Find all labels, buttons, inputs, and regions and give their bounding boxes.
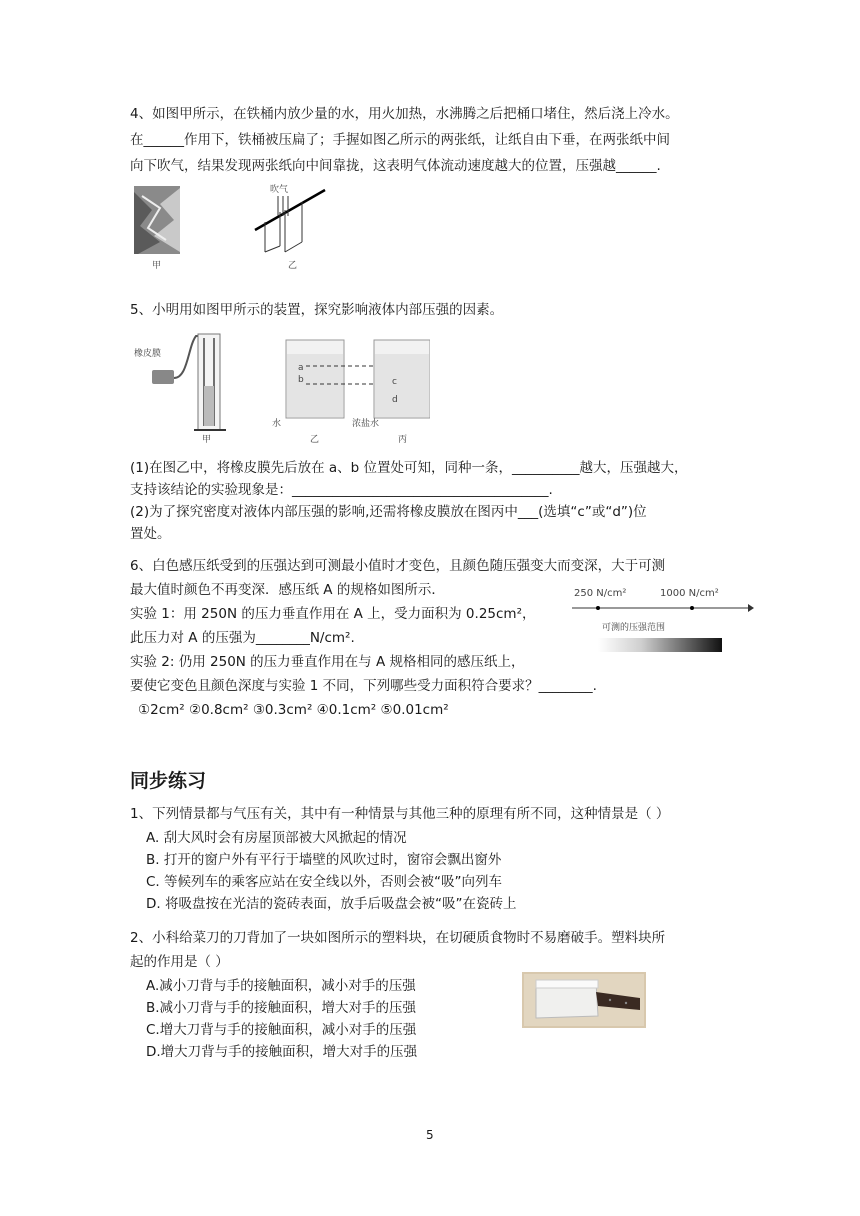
s2-option-d: D.增大刀背与手的接触面积，增大对手的压强 bbox=[146, 1044, 418, 1060]
pressure-gradient-bar bbox=[598, 638, 722, 652]
q5-line-2: (1)在图乙中，将橡皮膜先后放在 a、b 位置处可知，同种一条，__________越大，压强越大， bbox=[130, 460, 688, 476]
q6-line-6: 要使它变色且颜色深度与实验 1 不同，下列哪些受力面积符合要求？________. bbox=[130, 678, 597, 694]
s2-option-c: C.增大刀背与手的接触面积，减小对手的压强 bbox=[146, 1022, 417, 1038]
q4-figure bbox=[130, 182, 340, 274]
q4-line-1: 4、如图甲所示，在铁桶内放少量的水，用火加热，水沸腾之后把桶口堵住，然后浇上冷水。 bbox=[130, 106, 679, 122]
q5-fig-c: c bbox=[392, 377, 397, 387]
q6-options: ①2cm² ②0.8cm² ③0.3cm² ④0.1cm² ⑤0.01cm² bbox=[138, 702, 449, 718]
q6-fig-range: 可测的压强范围 bbox=[602, 623, 666, 633]
q6-line-4: 此压力对 A 的压强为________N/cm². bbox=[130, 630, 355, 646]
u-tube-manometer bbox=[134, 334, 226, 444]
q5-line-1: 5、小明用如图甲所示的装置，探究影响液体内部压强的因素。 bbox=[130, 302, 504, 318]
section-title: 同步练习 bbox=[130, 770, 207, 792]
s2-option-a: A.减小刀背与手的接触面积，减小对手的压强 bbox=[146, 978, 416, 994]
q5-line-3: 支持该结论的实验现象是：______________________________________. bbox=[130, 482, 553, 498]
q5-figure bbox=[130, 326, 430, 444]
q6-line-2: 最大值时颜色不再变深．感压纸 A 的规格如图所示． bbox=[130, 582, 445, 598]
s1-option-d: D. 将吸盘按在光洁的瓷砖表面，放手后吸盘会被“吸”在瓷砖上 bbox=[146, 896, 517, 912]
s1-option-a: A. 刮大风时会有房屋顶部被大风掀起的情况 bbox=[146, 830, 407, 846]
two-papers-diagram bbox=[255, 183, 325, 252]
q6-line-1: 6、白色感压纸受到的压强达到可测最小值时才变色，且颜色随压强变大而变深，大于可测 bbox=[130, 558, 666, 574]
q6-fig-high: 1000 N/cm² bbox=[660, 588, 719, 599]
s1-stem: 1、下列情景都与气压有关，其中有一种情景与其他三种的原理有所不同，这种情景是（ ） bbox=[130, 806, 670, 822]
s2-stem-2: 起的作用是（ ） bbox=[130, 954, 229, 970]
beaker-brine bbox=[352, 340, 430, 444]
cleaver-image bbox=[522, 972, 646, 1028]
q5-fig-label-a: 甲 bbox=[202, 435, 212, 444]
beaker-water bbox=[272, 340, 344, 444]
q5-line-4: (2)为了探究密度对液体内部压强的影响,还需将橡皮膜放在图丙中___(选填“c”或“d”)位 bbox=[130, 504, 647, 520]
q5-fig-label-c: 丙 bbox=[398, 435, 408, 444]
q4-fig-blow: 吹气 bbox=[270, 185, 289, 195]
q5-fig-a: a bbox=[298, 363, 304, 373]
crushed-can-image bbox=[134, 186, 180, 254]
page-number: 5 bbox=[426, 1128, 434, 1142]
q4-line-3: 向下吹气，结果发现两张纸向中间靠拢，这表明气体流动速度越大的位置，压强越______. bbox=[130, 158, 661, 174]
q5-fig-brine: 浓盐水 bbox=[352, 419, 380, 429]
s1-option-b: B. 打开的窗户外有平行于墙壁的风吹过时，窗帘会飘出窗外 bbox=[146, 852, 502, 868]
q4-fig-label-b: 乙 bbox=[288, 261, 298, 271]
q4-fig-label-a: 甲 bbox=[152, 261, 162, 271]
s1-option-c: C. 等候列车的乘客应站在安全线以外，否则会被“吸”向列车 bbox=[146, 874, 502, 890]
q6-line-3: 实验 1：用 250N 的压力垂直作用在 A 上，受力面积为 0.25cm²， bbox=[130, 606, 536, 622]
q5-fig-label-b: 乙 bbox=[310, 435, 320, 444]
s2-stem-1: 2、小科给菜刀的刀背加了一块如图所示的塑料块，在切硬质食物时不易磨破手。塑料块所 bbox=[130, 930, 666, 946]
q6-line-5: 实验 2: 仍用 250N 的压力垂直作用在与 A 规格相同的感压纸上， bbox=[130, 654, 525, 670]
q5-line-5: 置处。 bbox=[130, 526, 171, 542]
q5-fig-membrane: 橡皮膜 bbox=[134, 349, 162, 359]
q4-line-2: 在______作用下，铁桶被压扁了；手握如图乙所示的两张纸，让纸自由下垂，在两张纸中间 bbox=[130, 132, 670, 148]
q5-fig-d: d bbox=[392, 395, 398, 405]
q5-fig-b: b bbox=[298, 375, 304, 385]
q5-fig-water: 水 bbox=[272, 419, 282, 429]
s2-option-b: B.减小刀背与手的接触面积，增大对手的压强 bbox=[146, 1000, 417, 1016]
pressure-paper-figure bbox=[568, 580, 756, 660]
q6-fig-low: 250 N/cm² bbox=[574, 588, 627, 599]
